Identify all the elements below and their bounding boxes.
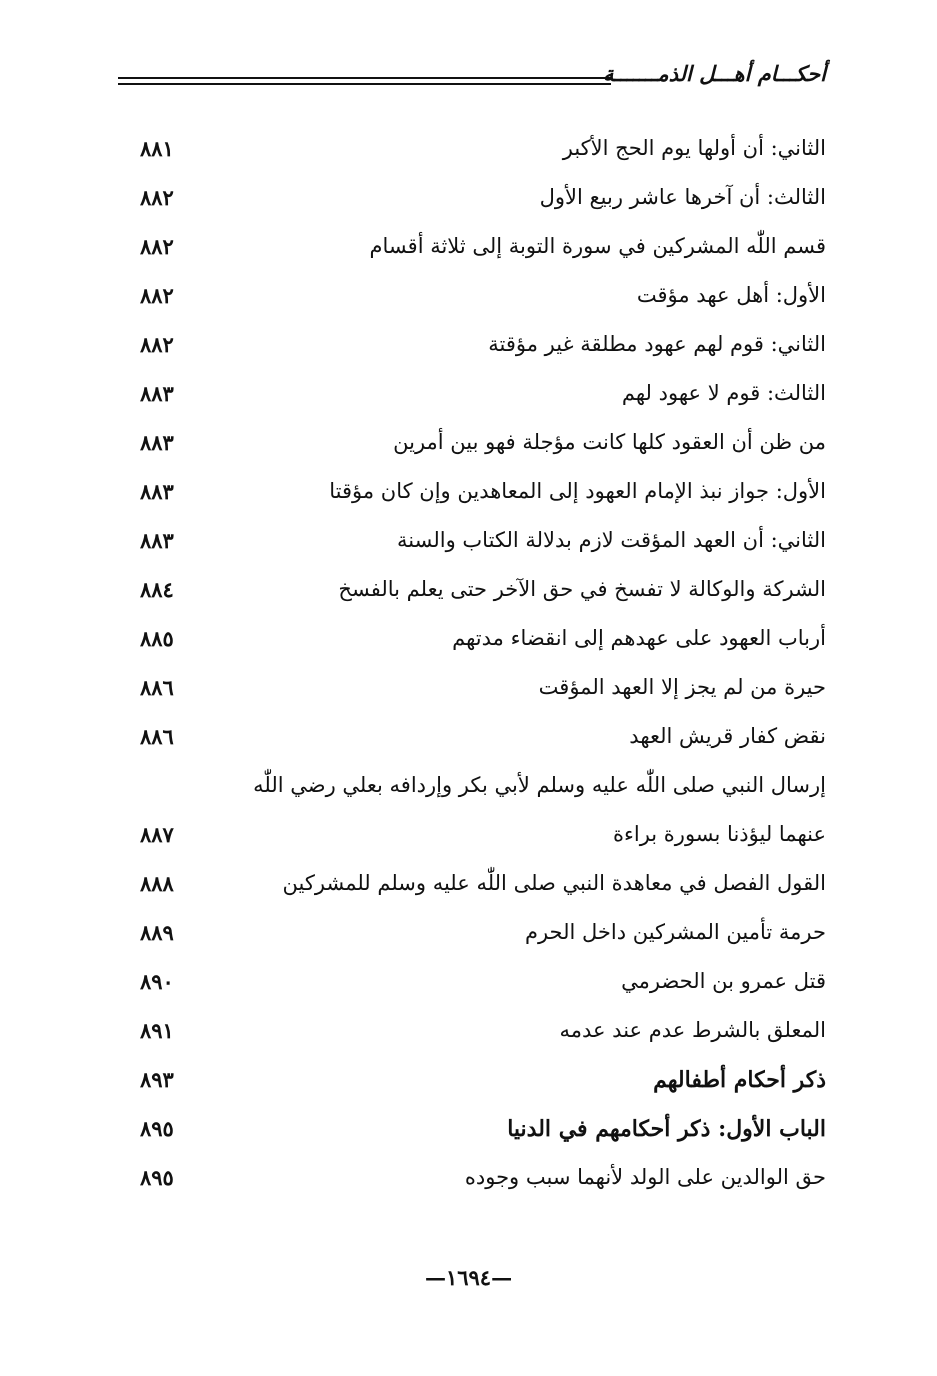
toc-entry-title: الباب الأول: ذكر أحكامهم في الدنيا	[507, 1116, 826, 1142]
toc-entry	[140, 177, 826, 226]
toc-entry	[140, 422, 826, 471]
toc-entry	[140, 569, 826, 618]
toc-entry-page: ٨٨١	[140, 136, 174, 161]
toc-entry-page: ٨٨٢	[140, 332, 174, 357]
header-rule	[118, 77, 611, 85]
toc-entry-title: إرسال النبي صلى اللّٰه عليه وسلم لأبي بكر وإردافه بعلي رضي اللّٰه	[253, 773, 826, 797]
toc-entry-page: ٨٨٤	[140, 577, 174, 602]
page-number: —١٦٩٤—	[424, 1265, 513, 1290]
toc-entry-page: ٨٨٣	[140, 430, 174, 455]
toc-entry-page: ٨٨٢	[140, 234, 174, 259]
toc-entry	[140, 373, 826, 422]
toc-entry	[140, 912, 826, 961]
toc-entry-title: ذكر أحكام أطفالهم	[653, 1067, 826, 1093]
toc-entry	[140, 863, 826, 912]
toc-entry-page: ٨٨٣	[140, 528, 174, 553]
toc-entry	[140, 275, 826, 324]
toc-entry	[140, 520, 826, 569]
toc-entry-title: حرمة تأمين المشركين داخل الحرم	[524, 920, 826, 944]
book-title: أحكـــام أهـــل الذمـــــــة	[603, 62, 826, 86]
toc-entry-title: من ظن أن العقود كلها كانت مؤجلة فهو بين أمرين	[393, 430, 826, 454]
toc-entry	[140, 765, 826, 814]
toc-entry-title: الأول: أهل عهد مؤقت	[636, 283, 826, 307]
toc-entry-title: أرباب العهود على عهدهم إلى انقضاء مدتهم	[452, 626, 826, 650]
toc-entry-title: الثاني: قوم لهم عهود مطلقة غير مؤقتة	[488, 332, 826, 356]
toc-entry	[140, 667, 826, 716]
toc-entry-title: القول الفصل في معاهدة النبي صلى اللّٰه عليه وسلم للمشركين	[282, 871, 826, 895]
toc-entry-title: عنهما ليؤذنا بسورة براءة	[612, 822, 826, 846]
toc-entry-title: الشركة والوكالة لا تفسخ في حق الآخر حتى يعلم بالفسخ	[338, 577, 826, 601]
toc-entry-page: ٨٨٦	[140, 675, 174, 700]
toc-entry	[140, 618, 826, 667]
toc-entry	[140, 716, 826, 765]
toc-entry-page: ٨٨٩	[140, 920, 174, 945]
toc-section-heading	[140, 1059, 826, 1108]
toc-entry	[140, 814, 826, 863]
toc-entry-title: الأول: جواز نبذ الإمام العهود إلى المعاهدين وإن كان مؤقتا	[329, 479, 826, 503]
toc-entry-page: ٨٩٥	[140, 1116, 174, 1141]
toc-entry-title: نقض كفار قريش العهد	[629, 724, 826, 748]
toc-entry-title: قسم اللّٰه المشركين في سورة التوبة إلى ثلاثة أقسام	[369, 234, 826, 258]
running-header	[118, 58, 826, 92]
toc-entry	[140, 324, 826, 373]
toc-entry	[140, 226, 826, 275]
toc-entry-title: حيرة من لم يجز إلا العهد المؤقت	[538, 675, 826, 699]
toc-entry	[140, 1010, 826, 1059]
toc-entry-page: ٨٨٦	[140, 724, 174, 749]
toc-entry-page: ٨٨٣	[140, 479, 174, 504]
toc-entry-page: ٨٨٥	[140, 626, 174, 651]
toc-entry	[140, 1157, 826, 1206]
toc-entry-title: الثاني: أن العهد المؤقت لازم بدلالة الكتاب والسنة	[397, 528, 826, 552]
toc-entry-page: ٨٨٢	[140, 185, 174, 210]
toc-entry-title: قتل عمرو بن الحضرمي	[621, 969, 826, 993]
toc-entry-title: الثاني: أن أولها يوم الحج الأكبر	[562, 136, 826, 160]
toc-entry-page: ٨٨٣	[140, 381, 174, 406]
toc-entry	[140, 128, 826, 177]
toc-entry-title: حق الوالدين على الولد لأنهما سبب وجوده	[464, 1165, 826, 1189]
toc-entry-page: ٨٩٣	[140, 1067, 174, 1092]
toc-entry-page: ٨٨٧	[140, 822, 174, 847]
table-of-contents	[140, 128, 826, 1206]
toc-entry	[140, 471, 826, 520]
toc-entry-page: ٨٩١	[140, 1018, 174, 1043]
toc-entry-title: الثالث: قوم لا عهود لهم	[621, 381, 826, 405]
toc-entry	[140, 961, 826, 1010]
toc-entry-title: الثالث: أن آخرها عاشر ربيع الأول	[539, 185, 826, 209]
toc-chapter-heading	[140, 1108, 826, 1157]
toc-entry-page: ٨٩٠	[140, 969, 174, 994]
toc-entry-page: ٨٨٢	[140, 283, 174, 308]
toc-entry-page: ٨٩٥	[140, 1165, 174, 1190]
toc-entry-page: ٨٨٨	[140, 871, 174, 896]
toc-entry-title: المعلق بالشرط عدم عند عدمه	[559, 1018, 826, 1042]
